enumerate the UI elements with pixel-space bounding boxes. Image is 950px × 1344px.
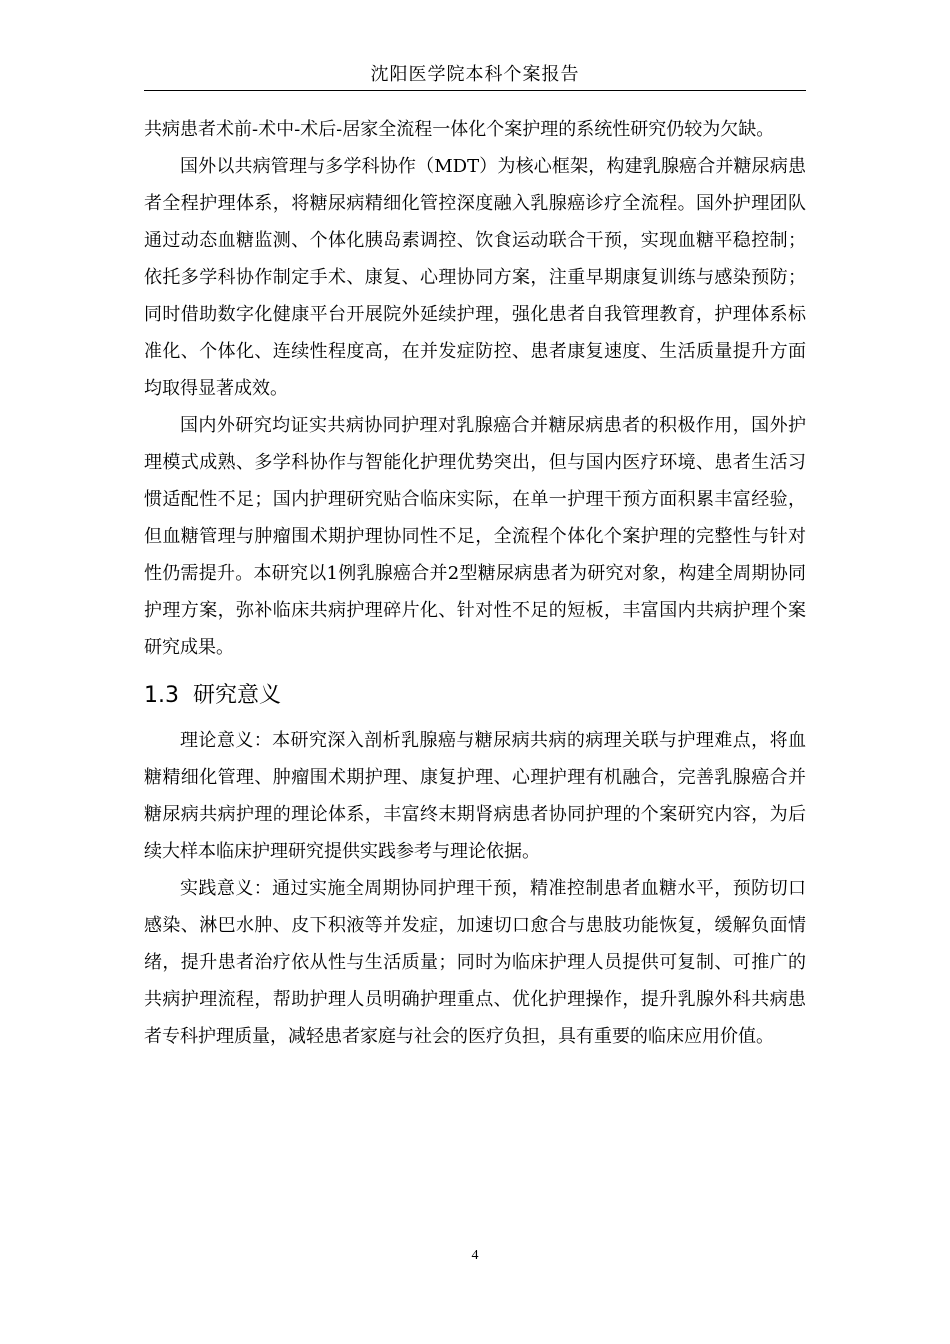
paragraph-continuation: 共病患者术前-术中-术后-居家全流程一体化个案护理的系统性研究仍较为欠缺。 (144, 119, 775, 140)
paragraph-research-summary: 国内外研究均证实共病协同护理对乳腺癌合并糖尿病患者的积极作用，国外护理模式成熟、多学科协作与智能化护理优势突出，但与国内医疗环境、患者生活习惯适配性不足；国内护理研究贴合临床实际，在单一护理干预方面积累丰富经验，但血糖管理与肿瘤围术期护理协同性不足，全流程个体化个案护理的完整性与针对性仍需提升。本研究以1例乳腺癌合并2型糖尿病患者为研究对象，构建全周期协同护理方案，弥补临床共病护理碎片化、针对性不足的短板，丰富国内共病护理个案研究成果。 (144, 415, 806, 658)
header-divider (144, 90, 806, 91)
running-header: 沈阳医学院本科个案报告 (370, 64, 580, 85)
section-title: 研究意义 (193, 683, 282, 708)
page-number: 4 (471, 1248, 479, 1263)
section-number: 1.3 (144, 683, 179, 708)
paragraph-practical-significance: 实践意义：通过实施全周期协同护理干预，精准控制患者血糖水平，预防切口感染、淋巴水肿、皮下积液等并发症，加速切口愈合与患肢功能恢复，缓解负面情绪，提升患者治疗依从性与生活质量；同时为临床护理人员提供可复制、可推广的共病护理流程，帮助护理人员明确护理重点、优化护理操作，提升乳腺外科共病患者专科护理质量，减轻患者家庭与社会的医疗负担，具有重要的临床应用价值。 (144, 878, 806, 1047)
paragraph-theoretical-significance: 理论意义：本研究深入剖析乳腺癌与糖尿病共病的病理关联与护理难点，将血糖精细化管理、肿瘤围术期护理、康复护理、心理护理有机融合，完善乳腺癌合并糖尿病共病护理的理论体系，丰富终末期肾病患者协同护理的个案研究内容，为后续大样本临床护理研究提供实践参考与理论依据。 (144, 730, 806, 862)
section-heading (144, 674, 806, 718)
body-text (144, 111, 806, 1055)
paragraph-foreign-research: 国外以共病管理与多学科协作（MDT）为核心框架，构建乳腺癌合并糖尿病患者全程护理体系，将糖尿病精细化管控深度融入乳腺癌诊疗全流程。国外护理团队通过动态血糖监测、个体化胰岛素调控、饮食运动联合干预，实现血糖平稳控制；依托多学科协作制定手术、康复、心理协同方案，注重早期康复训练与感染预防；同时借助数字化健康平台开展院外延续护理，强化患者自我管理教育，护理体系标准化、个体化、连续性程度高，在并发症防控、患者康复速度、生活质量提升方面均取得显著成效。 (144, 156, 806, 399)
